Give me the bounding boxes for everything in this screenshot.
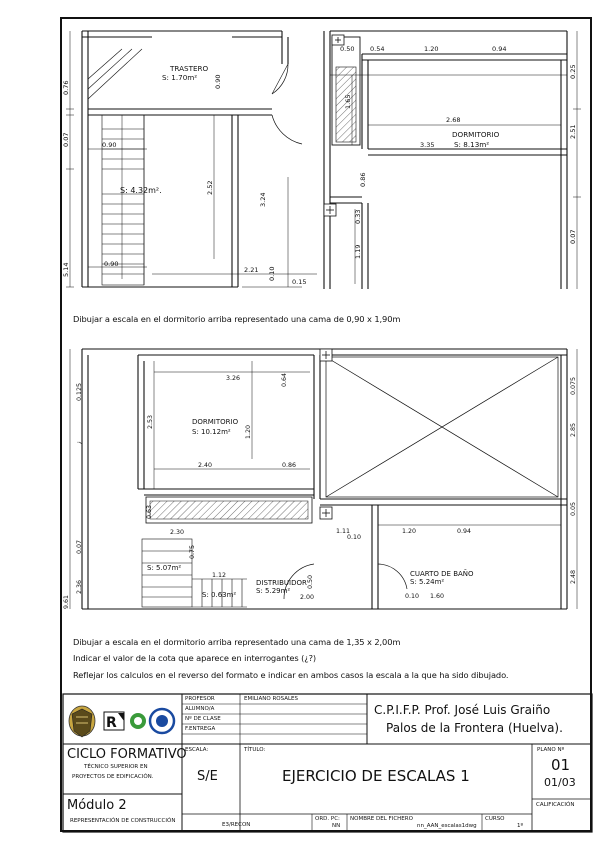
dim-label: 2.21 bbox=[244, 266, 259, 274]
dim-label: 0.33 bbox=[354, 209, 362, 224]
formato-value: E3/RECON bbox=[222, 822, 251, 828]
room-name: DISTRIBUIDOR bbox=[256, 579, 307, 587]
room-name: TRASTERO bbox=[170, 64, 209, 73]
dim-label: 1.20 bbox=[245, 424, 252, 439]
plan-title: EJERCICIO DE ESCALAS 1 bbox=[282, 767, 470, 785]
dim-label: 1.60 bbox=[430, 593, 445, 600]
dim-label: 3.26 bbox=[226, 375, 241, 382]
school-location: Palos de la Frontera (Huelva). bbox=[386, 721, 563, 735]
dim-label: 0.64 bbox=[281, 372, 288, 387]
dim-label: 0.10 bbox=[347, 534, 362, 541]
dim-label: 2.00 bbox=[300, 594, 315, 601]
top-walls bbox=[82, 31, 567, 289]
er-certification-logo bbox=[104, 712, 124, 731]
f-entrega-label: F.ENTREGA bbox=[185, 726, 216, 732]
instruction-text: Dibujar a escala en el dormitorio arriba representado una cama de 1,35 x 2,00m bbox=[73, 637, 401, 647]
room-area: S: 5.07m² bbox=[147, 564, 182, 572]
dim-label: 0.75 bbox=[189, 544, 196, 559]
green-circle-logo bbox=[130, 713, 146, 729]
dim-label: 2.53 bbox=[147, 414, 154, 429]
dim-label: 2.36 bbox=[76, 579, 83, 594]
dim-label: 0.90 bbox=[104, 260, 119, 268]
dim-label: 0.07 bbox=[76, 539, 83, 554]
calificacion-label: CALIFICACIÓN bbox=[536, 802, 575, 808]
dim-label: 0.50 bbox=[340, 45, 355, 53]
room-area: S: 10.12m² bbox=[192, 428, 231, 436]
dim-label: 3.24 bbox=[259, 192, 267, 207]
escala-label: ESCALA: bbox=[185, 747, 209, 753]
blue-circle-logo bbox=[150, 709, 174, 733]
num-clase-label: Nº DE CLASE bbox=[185, 716, 221, 722]
instruction-text: Reflejar los calculos en el reverso del formato e indicar en ambos casos la escala a la que ha sido dibujado. bbox=[73, 670, 509, 680]
school-name: C.P.I.F.P. Prof. José Luis Graiño bbox=[374, 703, 551, 717]
room-area: S: 4.32m². bbox=[120, 186, 162, 195]
dim-label: 2.68 bbox=[446, 116, 461, 124]
coat-of-arms-logo bbox=[69, 706, 95, 737]
plano-total: 01/03 bbox=[544, 776, 576, 789]
svg-text:R: R bbox=[106, 715, 117, 731]
dim-label: 5.14 bbox=[62, 262, 70, 277]
escala-value: S/E bbox=[197, 769, 218, 784]
ord-pc-value: NN bbox=[332, 823, 341, 829]
dim-label: 1.11 bbox=[336, 528, 351, 535]
nombre-fichero-value: nn_AAN_escalas1dwg bbox=[417, 823, 477, 829]
plan-top bbox=[66, 31, 581, 289]
dim-label: 9.61 bbox=[63, 594, 70, 609]
dim-label: 2.52 bbox=[206, 180, 214, 195]
dim-label: 0.76 bbox=[62, 80, 70, 95]
room-name: CUARTO DE BAÑO bbox=[410, 570, 474, 578]
ciclo-subtitle: PROYECTOS DE EDIFICACIÓN. bbox=[72, 774, 154, 780]
plano-number: 01 bbox=[551, 756, 571, 774]
dim-label: ¿ bbox=[76, 440, 83, 444]
top-plan-labels bbox=[62, 45, 577, 286]
curso-label: CURSO bbox=[485, 816, 505, 822]
dim-label: 0.50 bbox=[307, 574, 314, 589]
dim-label: 0.63 bbox=[146, 504, 153, 519]
room-area: S: 1.70m² bbox=[162, 73, 198, 82]
plano-label: PLANO Nº bbox=[537, 747, 565, 753]
dim-label: 0.94 bbox=[492, 45, 507, 53]
dim-label: 2.48 bbox=[570, 569, 577, 584]
dim-label: 2.40 bbox=[198, 462, 213, 469]
nombre-fichero-label: NOMBRE DEL FICHERO bbox=[350, 816, 413, 822]
profesor-name: EMILIANO ROSALES bbox=[244, 696, 299, 702]
dim-label: 2.51 bbox=[569, 124, 577, 139]
room-area: S: 5.29m² bbox=[256, 587, 291, 595]
room-name: DORMITORIO bbox=[192, 418, 239, 426]
logo-row bbox=[69, 706, 174, 737]
dim-label: 0.07 bbox=[62, 132, 70, 147]
dim-label: 0.10 bbox=[405, 593, 420, 600]
titulo-label: TÍTULO: bbox=[244, 747, 266, 753]
dim-label: 1.19 bbox=[354, 244, 362, 259]
dim-label: 0.86 bbox=[282, 462, 297, 469]
modulo-subtitle: REPRESENTACIÓN DE CONSTRUCCIÓN bbox=[70, 818, 176, 824]
dim-label: 2.30 bbox=[170, 529, 185, 536]
dim-label: 0.86 bbox=[359, 172, 367, 187]
dim-label: 0.05 bbox=[570, 501, 577, 516]
dim-label: 0.54 bbox=[370, 45, 385, 53]
dim-label: 0.07 bbox=[569, 229, 577, 244]
instruction-text: Dibujar a escala en el dormitorio arriba representado una cama de 0,90 x 1,90m bbox=[73, 314, 401, 324]
instruction-text: Indicar el valor de la cota que aparece en interrogantes (¿?) bbox=[73, 653, 317, 663]
room-area: S: 0.63m² bbox=[202, 591, 237, 599]
ciclo-title: CICLO FORMATIVO bbox=[67, 747, 187, 762]
dim-label: 0.25 bbox=[569, 64, 577, 79]
dim-label: 0.94 bbox=[457, 528, 472, 535]
drawing-sheet bbox=[60, 17, 592, 832]
dim-label: 1.20 bbox=[402, 528, 417, 535]
ciclo-subtitle: TÉCNICO SUPERIOR EN bbox=[84, 764, 148, 770]
dim-label: 0.075 bbox=[570, 376, 577, 395]
dim-label: 0.15 bbox=[292, 278, 307, 286]
ord-pc-label: ORD. PC: bbox=[315, 816, 340, 822]
dim-label: 0.125 bbox=[76, 382, 83, 401]
top-stairs bbox=[88, 49, 144, 285]
dim-label: 0.10 bbox=[268, 266, 276, 281]
dim-label: 1.20 bbox=[424, 45, 439, 53]
dim-label: 1.65 bbox=[344, 94, 352, 109]
dim-label: 2.85 bbox=[570, 422, 577, 437]
dim-label: 0.90 bbox=[102, 141, 117, 149]
curso-value: 1º bbox=[517, 823, 524, 829]
room-area: S: 5.24m² bbox=[410, 578, 445, 586]
modulo-title: Módulo 2 bbox=[67, 798, 127, 813]
dim-label: 3.35 bbox=[420, 141, 435, 149]
room-area: S: 8.13m² bbox=[454, 140, 490, 149]
profesor-label: PROFESOR bbox=[185, 696, 215, 702]
dim-label: 1.12 bbox=[212, 572, 227, 579]
room-name: DORMITORIO bbox=[452, 130, 500, 139]
dim-label: 0.90 bbox=[214, 74, 222, 89]
alumno-label: ALUMNO/A bbox=[185, 706, 215, 712]
